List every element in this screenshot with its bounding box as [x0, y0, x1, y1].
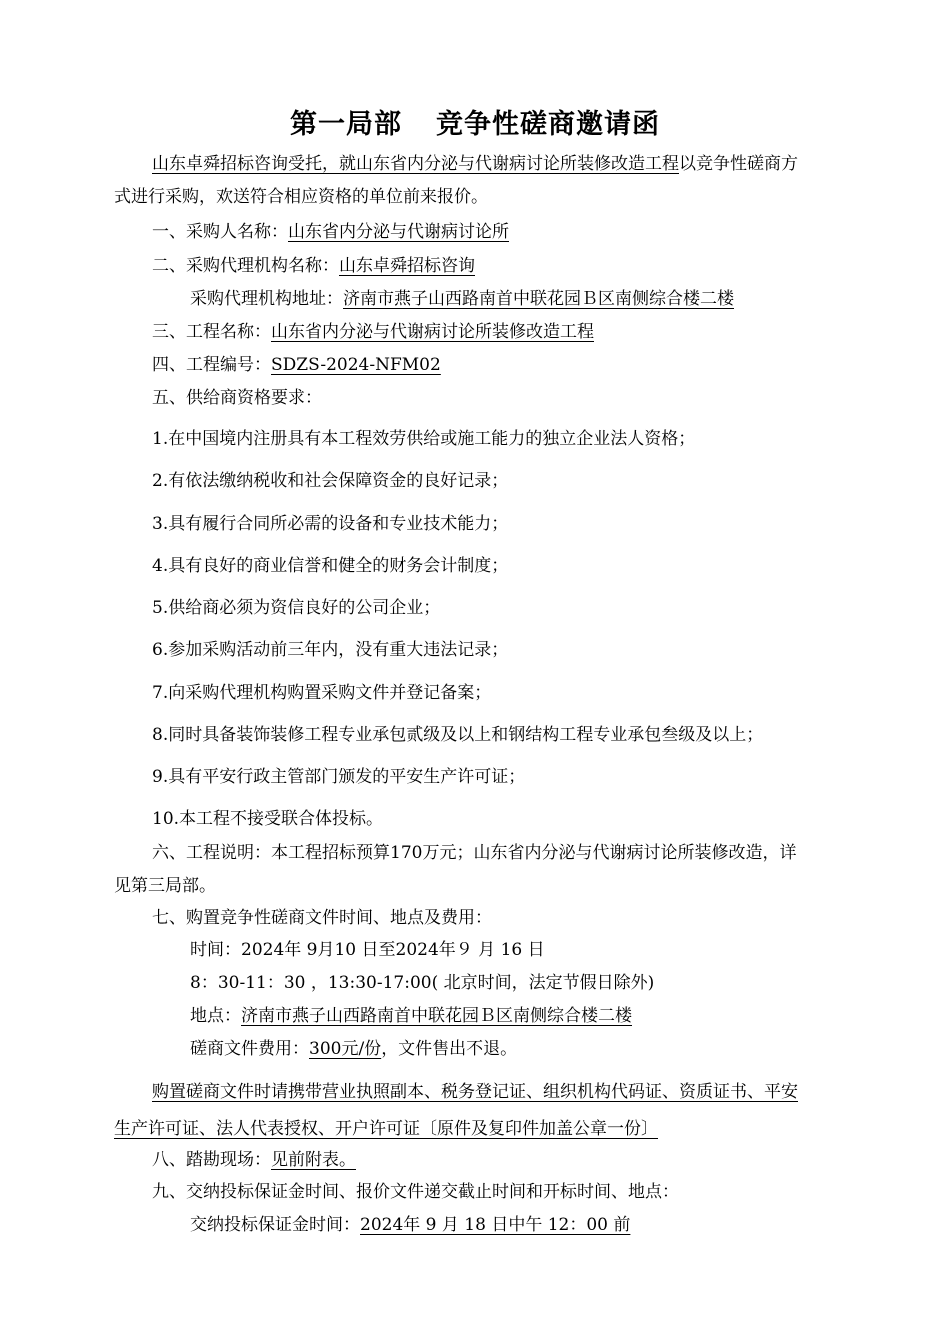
- site-visit: 八、踏勘现场：见前附表。: [152, 1150, 356, 1170]
- purchase-hours: 8：30-11：30 ，13:30-17:00( 北京时间，法定节假日除外): [190, 973, 655, 993]
- qualification-item: 6.参加采购活动前三年内，没有重大违法记录；: [152, 640, 509, 660]
- project-description-line-2: 见第三局部。: [114, 876, 216, 896]
- project-number: 四、工程编号：SDZS-2024-NFM02: [152, 355, 441, 375]
- deposit-time: 交纳投标保证金时间：2024年 9 月 18 日中午 12：00 前: [190, 1215, 631, 1235]
- qualification-item: 4.具有良好的商业信誉和健全的财务会计制度；: [152, 556, 509, 576]
- purchase-place: 地点：济南市燕子山西路南首中联花园Ｂ区南侧综合楼二楼: [190, 1006, 632, 1026]
- agency-name: 二、采购代理机构名称：山东卓舜招标咨询: [152, 256, 475, 276]
- page-title: [0, 102, 950, 141]
- qualification-item: 9.具有平安行政主管部门颁发的平安生产许可证；: [152, 767, 526, 787]
- title-main: 竞争性磋商邀请函: [436, 109, 660, 140]
- purchaser-name: 一、采购人名称：山东省内分泌与代谢病讨论所: [152, 222, 509, 242]
- purchase-heading: 七、购置竞争性磋商文件时间、地点及费用：: [152, 908, 492, 928]
- purchase-note-line-2: 生产许可证、法人代表授权、开户许可证〔原件及复印件加盖公章一份〕: [114, 1119, 658, 1139]
- qualification-item: 7.向采购代理机构购置采购文件并登记备案；: [152, 683, 492, 703]
- qualification-heading: 五、供给商资格要求：: [152, 388, 322, 408]
- qualification-item: 2.有依法缴纳税收和社会保障资金的良好记录；: [152, 471, 509, 491]
- qualification-item: 5.供给商必须为资信良好的公司企业；: [152, 598, 441, 618]
- deadline-heading: 九、交纳投标保证金时间、报价文件递交截止时间和开标时间、地点：: [152, 1182, 679, 1202]
- project-name: 三、工程名称：山东省内分泌与代谢病讨论所装修改造工程: [152, 322, 594, 342]
- qualification-item: 10.本工程不接受联合体投标。: [152, 809, 384, 829]
- project-description-line-1: 六、工程说明：本工程招标预算170万元；山东省内分泌与代谢病讨论所装修改造，详: [152, 843, 797, 863]
- document-fee: 磋商文件费用：300元/份，文件售出不退。: [190, 1039, 518, 1059]
- intro-line-1: 山东卓舜招标咨询受托，就山东省内分泌与代谢病讨论所装修改造工程以竞争性磋商方: [152, 154, 798, 174]
- agency-address: 采购代理机构地址：济南市燕子山西路南首中联花园Ｂ区南侧综合楼二楼: [190, 289, 734, 309]
- intro-line-2: 式进行采购，欢送符合相应资格的单位前来报价。: [114, 187, 488, 207]
- title-part: 第一局部: [290, 109, 402, 140]
- qualification-item: 8.同时具备装饰装修工程专业承包贰级及以上和钢结构工程专业承包叁级及以上；: [152, 725, 764, 745]
- purchase-time: 时间：2024年 9月10 日至2024年９ 月 16 日: [190, 940, 545, 960]
- intro-agent: 山东卓舜招标咨询受托，就山东省内分泌与代谢病讨论所装修改造工程: [152, 154, 679, 174]
- qualification-item: 3.具有履行合同所必需的设备和专业技术能力；: [152, 514, 509, 534]
- qualification-item: 1.在中国境内注册具有本工程效劳供给或施工能力的独立企业法人资格；: [152, 429, 696, 449]
- purchase-note-line-1: 购置磋商文件时请携带营业执照副本、税务登记证、组织机构代码证、资质证书、平安: [152, 1082, 798, 1102]
